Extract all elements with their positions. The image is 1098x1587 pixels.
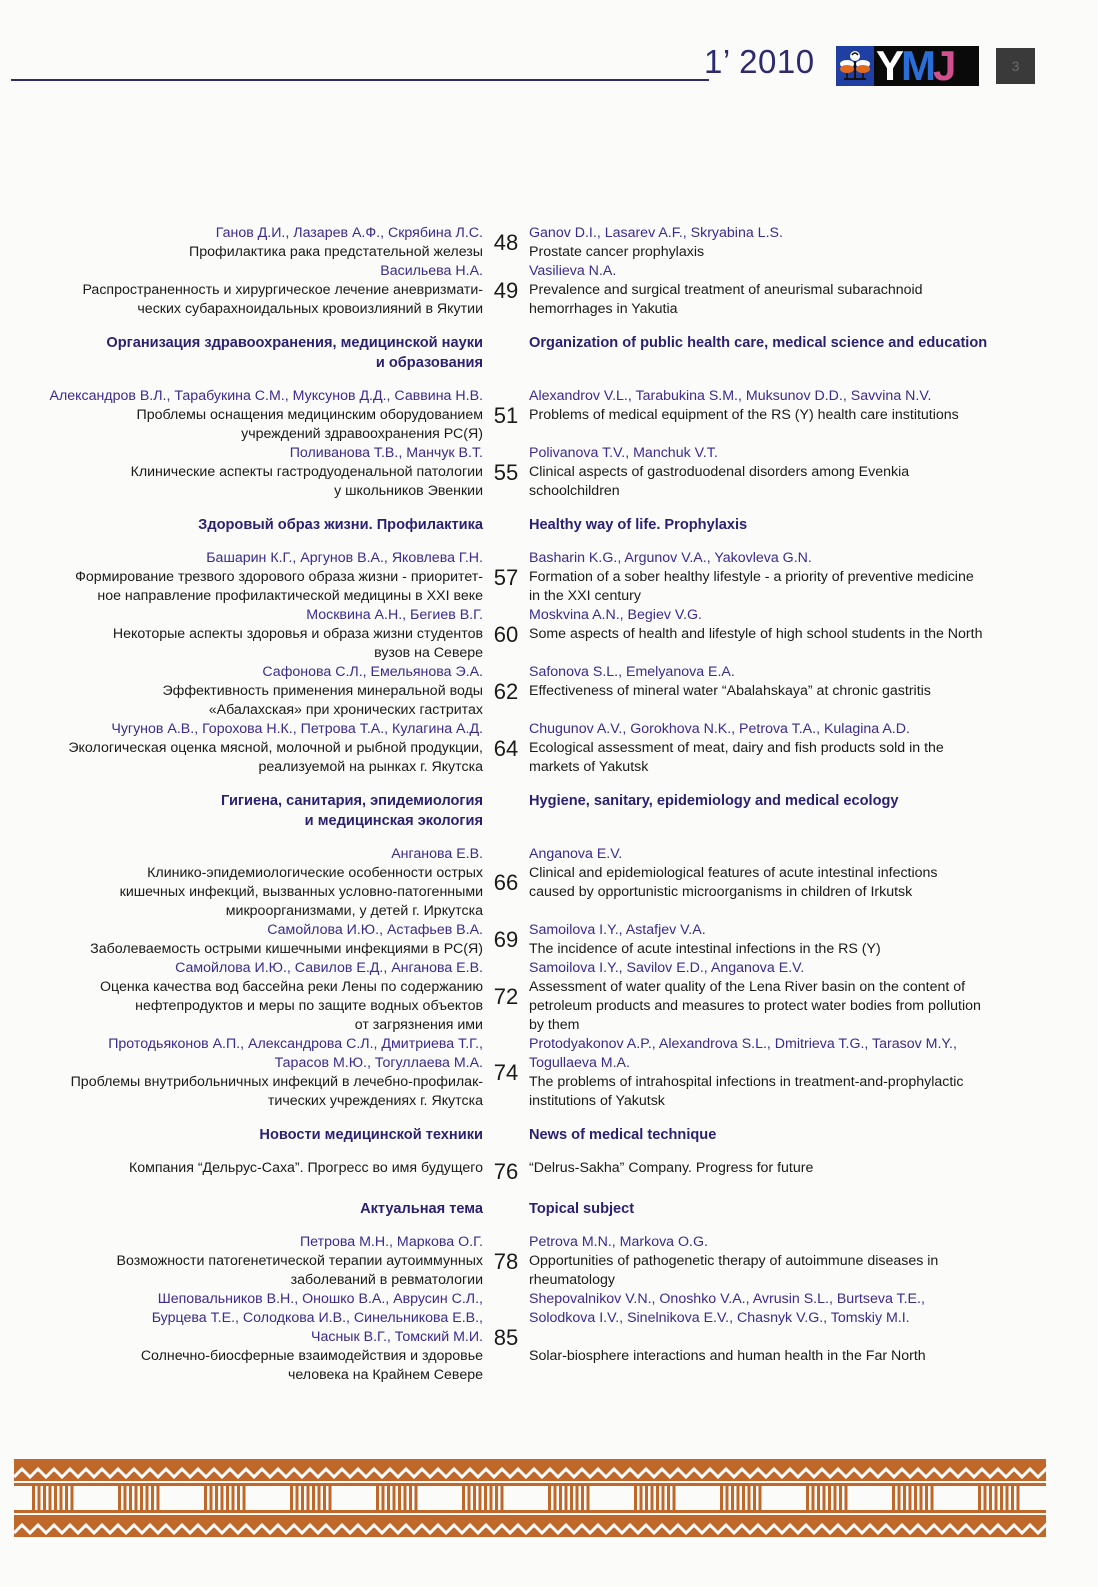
toc-entry	[0, 549, 1098, 606]
ornament-stripe	[129, 1486, 132, 1510]
entry-authors: Самойлова И.Ю., Савилов Е.Д., Анганова Е.В.	[175, 960, 483, 976]
section-heading-line: Организация здравоохранения, медицинской науки	[106, 335, 483, 351]
logo-wordmark	[874, 46, 979, 86]
entry-authors: Anganova E.V.	[529, 846, 623, 862]
toc-entry	[0, 1233, 1098, 1290]
ornament-stripe	[753, 1486, 756, 1510]
page-gutter	[483, 791, 529, 831]
ornament-stripe	[651, 1486, 654, 1510]
entry-authors: Shepovalnikov V.N., Onoshko V.A., Avrusin S.L., Burtseva T.E.,	[529, 1291, 925, 1307]
entry-title	[529, 1366, 1049, 1385]
entry-authors: Самойлова И.Ю., Астафьев В.А.	[267, 922, 483, 938]
entry-title: микроорганизмами, у детей г. Иркутска	[225, 903, 483, 919]
entry-authors: Александров В.Л., Тарабукина С.М., Муксунов Д.Д., Саввина Н.В.	[49, 388, 483, 404]
entry-authors: Togullaeva M.A.	[529, 1055, 630, 1071]
entry-en	[529, 606, 1049, 663]
entry-authors: Samoilova I.Y., Savilov E.D., Anganova E.V.	[529, 960, 805, 976]
entry-title: Оценка качества вод бассейна реки Лены по содержанию	[99, 979, 483, 995]
entry-title: by them	[529, 1017, 580, 1033]
header-rule	[11, 79, 709, 81]
entry-title: вузов на Севере	[374, 645, 483, 661]
ornament-stripe	[226, 1486, 229, 1510]
ornament-stripe	[645, 1486, 648, 1510]
ornament-stripe	[387, 1486, 390, 1510]
entry-title: человека на Крайнем Севере	[287, 1367, 483, 1383]
entry-authors: Москвина А.Н., Бегиев В.Г.	[306, 607, 483, 623]
entry-authors: Часнык В.Г., Томский М.И.	[311, 1329, 483, 1345]
ornament-stripe	[323, 1486, 326, 1510]
sakha-emblem-icon	[836, 46, 874, 86]
ornament-stripe	[398, 1486, 401, 1510]
entry-title: учреждений здравоохранения РС(Я)	[241, 426, 483, 442]
entry-title: rheumatology	[529, 1272, 615, 1288]
entry-authors: Бурцева Т.Е., Солодкова И.В., Синельникова Е.В.,	[151, 1310, 483, 1326]
ornament-stripe	[32, 1486, 35, 1510]
ornament-stripe	[43, 1486, 46, 1510]
entry-title: Эффективность применения минеральной воды	[162, 683, 483, 699]
page-number[interactable]: 51	[493, 402, 519, 428]
entry-ru	[0, 387, 483, 444]
ornament-stripe	[462, 1486, 465, 1510]
ornament-stripe	[914, 1486, 917, 1510]
ornament-stripe	[817, 1486, 820, 1510]
entry-title: Opportunities of pathogenetic therapy of autoimmune diseases in	[529, 1253, 939, 1269]
entry-en	[529, 1233, 1049, 1290]
entry-en	[529, 549, 1049, 606]
ornament-stripe	[673, 1486, 676, 1510]
section-heading-line: и образования	[375, 355, 483, 371]
ornament-stripe	[473, 1486, 476, 1510]
ornament-rail	[14, 1510, 1046, 1513]
section-heading-line: Новости медицинской техники	[259, 1127, 483, 1143]
section-heading-line: и медицинская экология	[304, 813, 483, 829]
ornament-stripe	[978, 1486, 981, 1510]
ornament-stripe	[570, 1486, 573, 1510]
ornament-stripe	[468, 1486, 471, 1510]
entry-title: нефтепродуктов и меры по защите водных объектов	[135, 998, 483, 1014]
page-number[interactable]: 69	[493, 927, 519, 952]
ornament-stripe	[656, 1486, 659, 1510]
entry-title: Клинические аспекты гастродуоденальной патологии	[130, 464, 483, 480]
ornament-stripe	[742, 1486, 745, 1510]
entry-en	[529, 1159, 1049, 1185]
section-heading-row	[0, 1199, 1098, 1219]
page-number[interactable]: 74	[493, 1060, 519, 1085]
section-heading-line: Topical subject	[529, 1201, 635, 1217]
entry-en	[529, 387, 1049, 444]
ornament-stripe	[720, 1486, 723, 1510]
entry-title: institutions of Yakutsk	[529, 1093, 665, 1109]
page-gutter	[483, 1125, 529, 1145]
ornament-stripe	[1006, 1486, 1009, 1510]
ornament-stripe	[54, 1486, 57, 1510]
entry-title: Some aspects of health and lifestyle of high school students in the North	[529, 626, 983, 642]
toc-entry	[0, 921, 1098, 959]
ornament-stripe	[409, 1486, 412, 1510]
section-heading-ru	[0, 333, 483, 373]
ornament-stripe	[640, 1486, 643, 1510]
ornament-stripe	[135, 1486, 138, 1510]
ornament-stripe	[118, 1486, 121, 1510]
entry-ru	[0, 1159, 483, 1185]
entry-ru	[0, 1035, 483, 1111]
ornament-stripe	[587, 1486, 590, 1510]
ornament-stripe	[548, 1486, 551, 1510]
entry-title	[529, 644, 1049, 663]
toc-entry	[0, 663, 1098, 720]
entry-authors: Тарасов М.Ю., Тогуллаева М.А.	[274, 1055, 483, 1071]
entry-authors: Moskvina A.N., Begiev V.G.	[529, 607, 702, 623]
section-heading-en	[529, 791, 1049, 831]
ornament-stripe	[495, 1486, 498, 1510]
entry-authors: Safonova S.L., Emelyanova E.A.	[529, 664, 735, 680]
entry-en	[529, 1290, 1049, 1385]
entry-title	[529, 425, 1049, 444]
entry-title	[529, 701, 1049, 720]
ornament-stripe	[243, 1486, 246, 1510]
ornament-stripe	[581, 1486, 584, 1510]
entry-en	[529, 720, 1049, 777]
entry-ru	[0, 663, 483, 720]
entry-title: тических учреждениях г. Якутска	[267, 1093, 483, 1109]
entry-ru	[0, 1290, 483, 1385]
entry-authors: Polivanova T.V., Manchuk V.T.	[529, 445, 718, 461]
entry-authors: Ganov D.I., Lasarev A.F., Skryabina L.S.	[529, 225, 783, 241]
ornament-stripe	[382, 1486, 385, 1510]
page-number[interactable]: 72	[493, 984, 519, 1009]
ornament-stripe	[898, 1486, 901, 1510]
ornament-stripe	[415, 1486, 418, 1510]
entry-ru	[0, 606, 483, 663]
ornament-stripe	[204, 1486, 207, 1510]
ornament-stripe	[71, 1486, 74, 1510]
ornament-stripe	[393, 1486, 396, 1510]
ornament-stripe	[157, 1486, 160, 1510]
ornament-stripe	[484, 1486, 487, 1510]
page-number[interactable]: 57	[493, 564, 519, 590]
section-heading-row	[0, 1125, 1098, 1145]
entry-authors: Протодьяконов А.П., Александрова С.Л., Дмитриева Т.Г.,	[108, 1036, 483, 1052]
logo-letter-m: M	[901, 46, 934, 86]
ornament-stripe	[920, 1486, 923, 1510]
entry-title: заболеваний в ревматологии	[290, 1272, 483, 1288]
entry-title: in the XXI century	[529, 588, 641, 604]
page-number[interactable]: 62	[493, 678, 519, 704]
entry-en	[529, 959, 1049, 1035]
section-heading-row	[0, 333, 1098, 373]
toc-entry	[0, 224, 1098, 262]
entry-ru	[0, 444, 483, 501]
entry-title: Prostate cancer prophylaxis	[529, 244, 705, 260]
entry-title: “Delrus-Sakha” Company. Progress for future	[529, 1160, 814, 1176]
page-number[interactable]: 76	[493, 1159, 519, 1184]
ornament-stripe	[307, 1486, 310, 1510]
entry-title: Клинико-эпидемиологические особенности острых	[147, 865, 483, 881]
entry-title: кишечных инфекций, вызванных условно-патогенными	[119, 884, 483, 900]
section-heading-en	[529, 1125, 1049, 1145]
entry-ru	[0, 224, 483, 262]
entry-title: Solar-biosphere interactions and human health in the Far North	[529, 1348, 926, 1364]
ornament-stripe	[290, 1486, 293, 1510]
section-heading-ru	[0, 1125, 483, 1145]
ornament-stripe	[748, 1486, 751, 1510]
entry-title: Компания “Дельрус-Саха”. Прогресс во имя будущего	[128, 1160, 483, 1176]
entry-title: caused by opportunistic microorganisms in children of Irkutsk	[529, 884, 913, 900]
entry-authors: Сафонова С.Л., Емельянова Э.А.	[262, 664, 483, 680]
entry-title: Assessment of water quality of the Lena River basin on the content of	[529, 979, 966, 995]
entry-en	[529, 845, 1049, 921]
ornament-stripe	[221, 1486, 224, 1510]
ornament-stripe	[576, 1486, 579, 1510]
toc-entry	[0, 444, 1098, 501]
entry-authors: Анганова Е.В.	[391, 846, 483, 862]
ornament-stripe	[404, 1486, 407, 1510]
page-gutter	[483, 515, 529, 535]
entry-en	[529, 444, 1049, 501]
entry-authors: Башарин К.Г., Аргунов В.А., Яковлева Г.Н.	[206, 550, 483, 566]
ornament-stripe	[667, 1486, 670, 1510]
entry-authors: Шеповальников В.Н., Оношко В.А., Аврусин С.Л.,	[157, 1291, 483, 1307]
ornament-stripe	[759, 1486, 762, 1510]
section-heading-en	[529, 333, 1049, 373]
section-heading-line: Здоровый образ жизни. Профилактика	[198, 517, 483, 533]
entry-ru	[0, 845, 483, 921]
entry-en	[529, 224, 1049, 262]
ornament-stripe	[215, 1486, 218, 1510]
ornament-stripe	[839, 1486, 842, 1510]
entry-title: Некоторые аспекты здоровья и образа жизни студентов	[112, 626, 483, 642]
logo-letter-y: Y	[876, 46, 902, 86]
entry-title: Формирование трезвого здорового образа жизни - приоритет-	[75, 569, 483, 585]
page-number[interactable]: 85	[493, 1324, 519, 1350]
entry-title: Распространенность и хирургическое лечение аневризмати-	[82, 282, 483, 298]
ornament-stripe	[301, 1486, 304, 1510]
entry-title: Проблемы оснащения медицинским оборудованием	[136, 407, 483, 423]
entry-en	[529, 1035, 1049, 1111]
entry-title: Экологическая оценка мясной, молочной и рыбной продукции,	[68, 740, 483, 756]
ornament-stripe	[812, 1486, 815, 1510]
ornament-stripe	[634, 1486, 637, 1510]
section-heading-line: Актуальная тема	[360, 1201, 483, 1217]
ornament-stripe	[989, 1486, 992, 1510]
entry-title: Ecological assessment of meat, dairy and fish products sold in the	[529, 740, 944, 756]
entry-ru	[0, 262, 483, 319]
ornament-stripe	[731, 1486, 734, 1510]
section-heading-row	[0, 791, 1098, 831]
entry-title: The incidence of acute intestinal infections in the RS (Y)	[529, 941, 881, 957]
ornament-stripe	[823, 1486, 826, 1510]
ornament-stripe	[559, 1486, 562, 1510]
ornament-stripe	[554, 1486, 557, 1510]
entry-authors: Petrova M.N., Markova O.G.	[529, 1234, 708, 1250]
entry-title: Effectiveness of mineral water “Abalahskaya” at chronic gastritis	[529, 683, 931, 699]
ornament-stripe	[1011, 1486, 1014, 1510]
entry-title: petroleum products and measures to protect water bodies from pollution	[529, 998, 981, 1014]
ornament-stripe	[151, 1486, 154, 1510]
toc-entry	[0, 262, 1098, 319]
entry-ru	[0, 959, 483, 1035]
entry-title: The problems of intrahospital infections in treatment-and-prophylactic	[529, 1074, 964, 1090]
entry-authors: Петрова М.Н., Маркова О.Г.	[299, 1234, 483, 1250]
page-number[interactable]: 64	[493, 735, 519, 761]
toc-entry	[0, 606, 1098, 663]
entry-title: «Абалахская» при хронических гастритах	[208, 702, 483, 718]
ornament-stripe	[210, 1486, 213, 1510]
ornament-stripe	[845, 1486, 848, 1510]
entry-en	[529, 663, 1049, 720]
ornament-stripe	[65, 1486, 68, 1510]
ornament-stripe	[726, 1486, 729, 1510]
ornament-stripe	[1000, 1486, 1003, 1510]
page-number[interactable]: 55	[493, 459, 519, 485]
logo-letter-j: J	[933, 46, 954, 86]
entry-title: Возможности патогенетической терапии аутоиммунных	[116, 1253, 483, 1269]
ornament-stripe	[995, 1486, 998, 1510]
section-heading-en	[529, 515, 1049, 535]
entry-authors: Solodkova I.V., Sinelnikova E.V., Chasnyk V.G., Tomskiy M.I.	[529, 1310, 910, 1326]
entry-title: schoolchildren	[529, 483, 620, 499]
ornament-stripe	[329, 1486, 332, 1510]
ornament-stripe	[49, 1486, 52, 1510]
ornament-stripe	[38, 1486, 41, 1510]
entry-title: Clinical aspects of gastroduodenal disorders among Evenkia	[529, 464, 910, 480]
entry-authors: Ганов Д.И., Лазарев А.Ф., Скрябина Л.С.	[215, 225, 483, 241]
ornament-stripe	[232, 1486, 235, 1510]
toc-entry	[0, 959, 1098, 1035]
toc-entry	[0, 1290, 1098, 1385]
entry-title: Clinical and epidemiological features of acute intestinal infections	[529, 865, 938, 881]
entry-authors: Samoilova I.Y., Astafjev V.A.	[529, 922, 706, 938]
entry-title	[529, 902, 1049, 921]
entry-en	[529, 262, 1049, 319]
page-number[interactable]: 48	[493, 230, 519, 255]
ornament-stripe	[376, 1486, 379, 1510]
entry-ru	[0, 549, 483, 606]
page-number-badge: 3	[996, 48, 1035, 84]
entry-ru	[0, 720, 483, 777]
entry-authors: Chugunov A.V., Gorokhova N.K., Petrova T.A., Kulagina A.D.	[529, 721, 910, 737]
ornament-stripe	[903, 1486, 906, 1510]
toc-entry	[0, 1035, 1098, 1111]
table-of-contents	[0, 224, 1098, 1385]
ornament-stripe	[909, 1486, 912, 1510]
ornament-stripe	[984, 1486, 987, 1510]
entry-title: Проблемы внутрибольничных инфекций в лечебно-профилак-	[70, 1074, 483, 1090]
ornament-stripe	[737, 1486, 740, 1510]
ornament-stripe	[892, 1486, 895, 1510]
page-gutter	[483, 333, 529, 373]
ornament-stripe	[834, 1486, 837, 1510]
entry-authors: Basharin K.G., Argunov V.A., Yakovleva G.N.	[529, 550, 812, 566]
section-heading-en	[529, 1199, 1049, 1219]
ornament-stripe	[662, 1486, 665, 1510]
ornament-stripe	[140, 1486, 143, 1510]
entry-authors: Чугунов А.В., Горохова Н.К., Петрова Т.А., Кулагина А.Д.	[111, 721, 483, 737]
section-heading-line: Гигиена, санитария, эпидемиология	[221, 793, 483, 809]
section-heading-line: Organization of public health care, medical science and education	[529, 335, 988, 351]
toc-entry	[0, 1159, 1098, 1185]
ornament-stripe	[318, 1486, 321, 1510]
section-heading-line: Healthy way of life. Prophylaxis	[529, 517, 748, 533]
ornament-stripe	[124, 1486, 127, 1510]
entry-authors: Vasilieva N.A.	[529, 263, 617, 279]
page-number[interactable]: 66	[493, 870, 519, 895]
ornament-stripe	[60, 1486, 63, 1510]
yakut-ornament-border	[14, 1459, 1046, 1537]
entry-title: markets of Yakutsk	[529, 759, 649, 775]
ornament-stripe	[806, 1486, 809, 1510]
toc-entry	[0, 720, 1098, 777]
section-heading-ru	[0, 791, 483, 831]
ornament-rail	[14, 1483, 1046, 1486]
entry-ru	[0, 1233, 483, 1290]
entry-title: Профилактика рака предстательной железы	[189, 244, 483, 260]
issue-number: 1’ 2010	[704, 43, 815, 80]
toc-entry	[0, 845, 1098, 921]
entry-authors: Protodyakonov A.P., Alexandrova S.L., Dmitrieva T.G., Tarasov M.Y.,	[529, 1036, 957, 1052]
section-heading-line: Hygiene, sanitary, epidemiology and medical ecology	[529, 793, 899, 809]
ornament-stripe	[146, 1486, 149, 1510]
ornament-stripe	[490, 1486, 493, 1510]
ornament-stripe	[296, 1486, 299, 1510]
entry-authors: Васильева Н.А.	[380, 263, 483, 279]
ornament-stripe	[565, 1486, 568, 1510]
entry-title: у школьников Эвенкии	[334, 483, 483, 499]
ornament-stripe	[237, 1486, 240, 1510]
entry-title: Problems of medical equipment of the RS (Y) health care institutions	[529, 407, 959, 423]
page-number[interactable]: 78	[493, 1248, 519, 1274]
entry-title: Prevalence and surgical treatment of aneurismal subarachnoid	[529, 282, 923, 298]
ornament-stripe	[828, 1486, 831, 1510]
ornament-stripe	[501, 1486, 504, 1510]
entry-title: Formation of a sober healthy lifestyle - a priority of preventive medicine	[529, 569, 974, 585]
entry-title: Солнечно-биосферные взаимодействия и здоровье	[140, 1348, 483, 1364]
section-heading-ru	[0, 515, 483, 535]
entry-title: hemorrhages in Yakutia	[529, 301, 678, 317]
page-number[interactable]: 49	[493, 277, 519, 303]
toc-entry	[0, 387, 1098, 444]
page-gutter	[483, 1199, 529, 1219]
ornament-stripe	[312, 1486, 315, 1510]
section-heading-ru	[0, 1199, 483, 1219]
entry-authors: Alexandrov V.L., Tarabukina S.M., Muksunov D.D., Savvina N.V.	[529, 388, 932, 404]
ornament-stripe	[1017, 1486, 1020, 1510]
entry-title: от загрязнения ими	[354, 1017, 483, 1033]
entry-title: ческих субарахноидальных кровоизлияний в Якутии	[137, 301, 483, 317]
ornament-stripe	[479, 1486, 482, 1510]
entry-ru	[0, 921, 483, 959]
journal-logo	[836, 46, 979, 86]
entry-en	[529, 921, 1049, 959]
entry-authors: Поливанова Т.В., Манчук В.Т.	[289, 445, 483, 461]
entry-title: реализуемой на рынках г. Якутска	[258, 759, 483, 775]
ornament-stripe	[925, 1486, 928, 1510]
entry-title	[529, 1328, 1049, 1347]
section-heading-line: News of medical technique	[529, 1127, 717, 1143]
page-number[interactable]: 60	[493, 621, 519, 647]
entry-title: ное направление профилактической медицины в XXI веке	[97, 588, 483, 604]
entry-title: Заболеваемость острыми кишечными инфекциями в РС(Я)	[90, 941, 483, 957]
ornament-stripe	[931, 1486, 934, 1510]
section-heading-row	[0, 515, 1098, 535]
